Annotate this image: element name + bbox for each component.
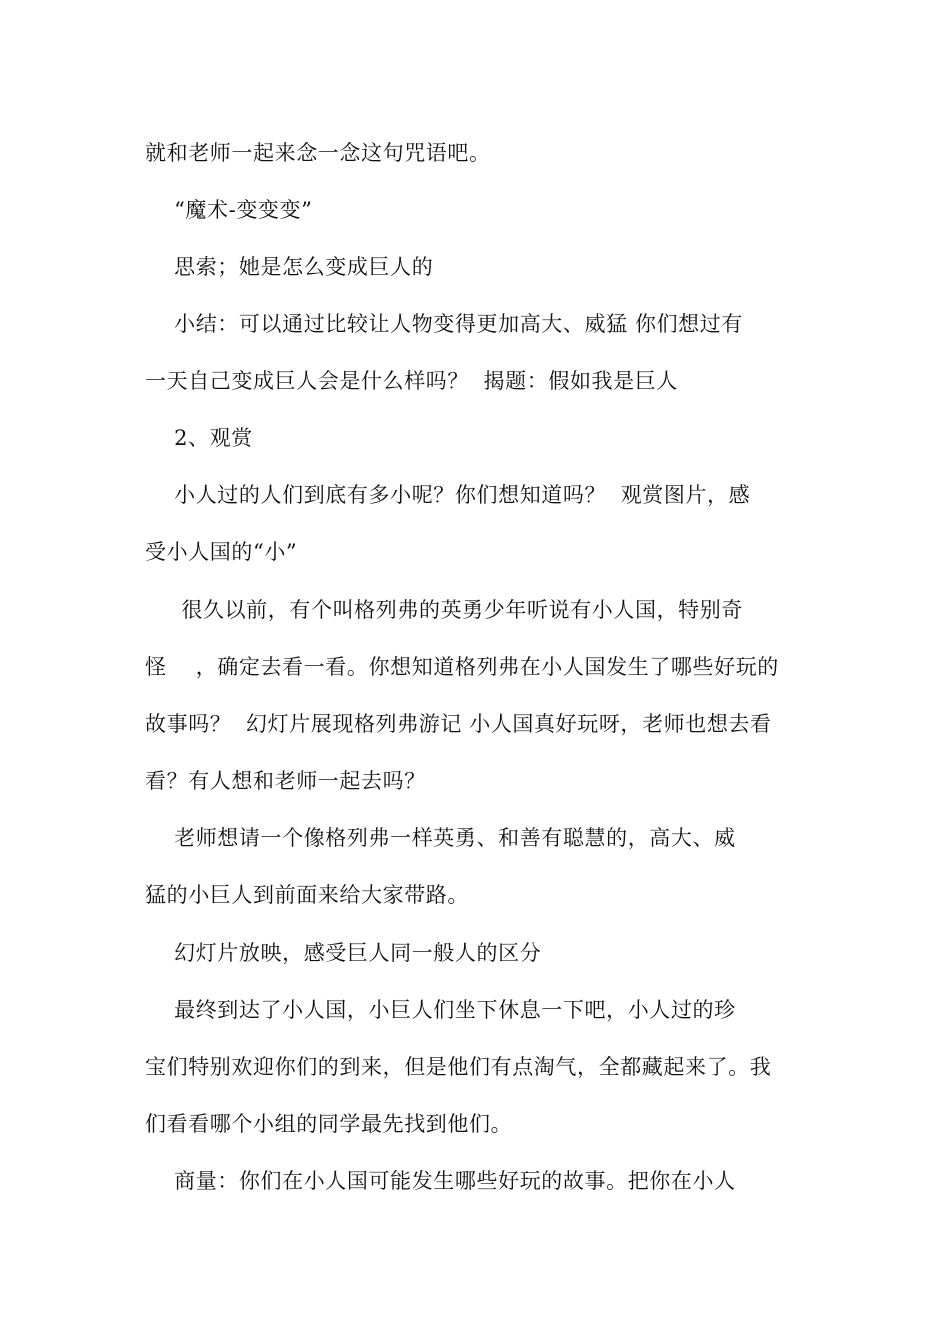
text-line: 商量：你们在小人国可能发生哪些好玩的故事。把你在小人 [145, 1169, 736, 1193]
text-line: 一天自己变成巨人会是什么样吗？ 揭题：假如我是巨人 [145, 369, 678, 393]
text-line: 2、观赏 [145, 426, 253, 450]
text-line: 小结：可以通过比较让人物变得更加高大、威猛 你们想过有 [145, 312, 743, 336]
text-line: 怪 ，确定去看一看。你想知道格列弗在小人国发生了哪些好玩的 [145, 655, 779, 679]
text-line: 就和老师一起来念一念这句咒语吧。 [145, 141, 491, 165]
text-line: 幻灯片放映，感受巨人同一般人的区分 [145, 941, 542, 965]
text-line: 老师想请一个像格列弗一样英勇、和善有聪慧的，高大、威 [145, 826, 736, 850]
text-line: “魔术-变变变” [145, 198, 313, 222]
text-line: 最终到达了小人国，小巨人们坐下休息一下吧，小人过的珍 [145, 998, 736, 1022]
text-line: 看？有人想和老师一起去吗？ [145, 769, 426, 793]
text-line: 思索；她是怎么变成巨人的 [145, 255, 434, 279]
text-line: 宝们特别欢迎你们的到来，但是他们有点淘气，全都藏起来了。我 [145, 1055, 772, 1079]
text-line: 故事吗？ 幻灯片展现格列弗游记 小人国真好玩呀，老师也想去看 [145, 712, 772, 736]
text-line: 受小人国的“小” [145, 540, 298, 564]
text-line: 猛的小巨人到前面来给大家带路。 [145, 883, 469, 907]
text-line: 小人过的人们到底有多小呢？你们想知道吗？ 观赏图片，感 [145, 483, 751, 507]
text-line: 很久以前，有个叫格列弗的英勇少年听说有小人国，特别奇 [145, 598, 743, 622]
text-line: 们看看哪个小组的同学最先找到他们。 [145, 1112, 513, 1136]
